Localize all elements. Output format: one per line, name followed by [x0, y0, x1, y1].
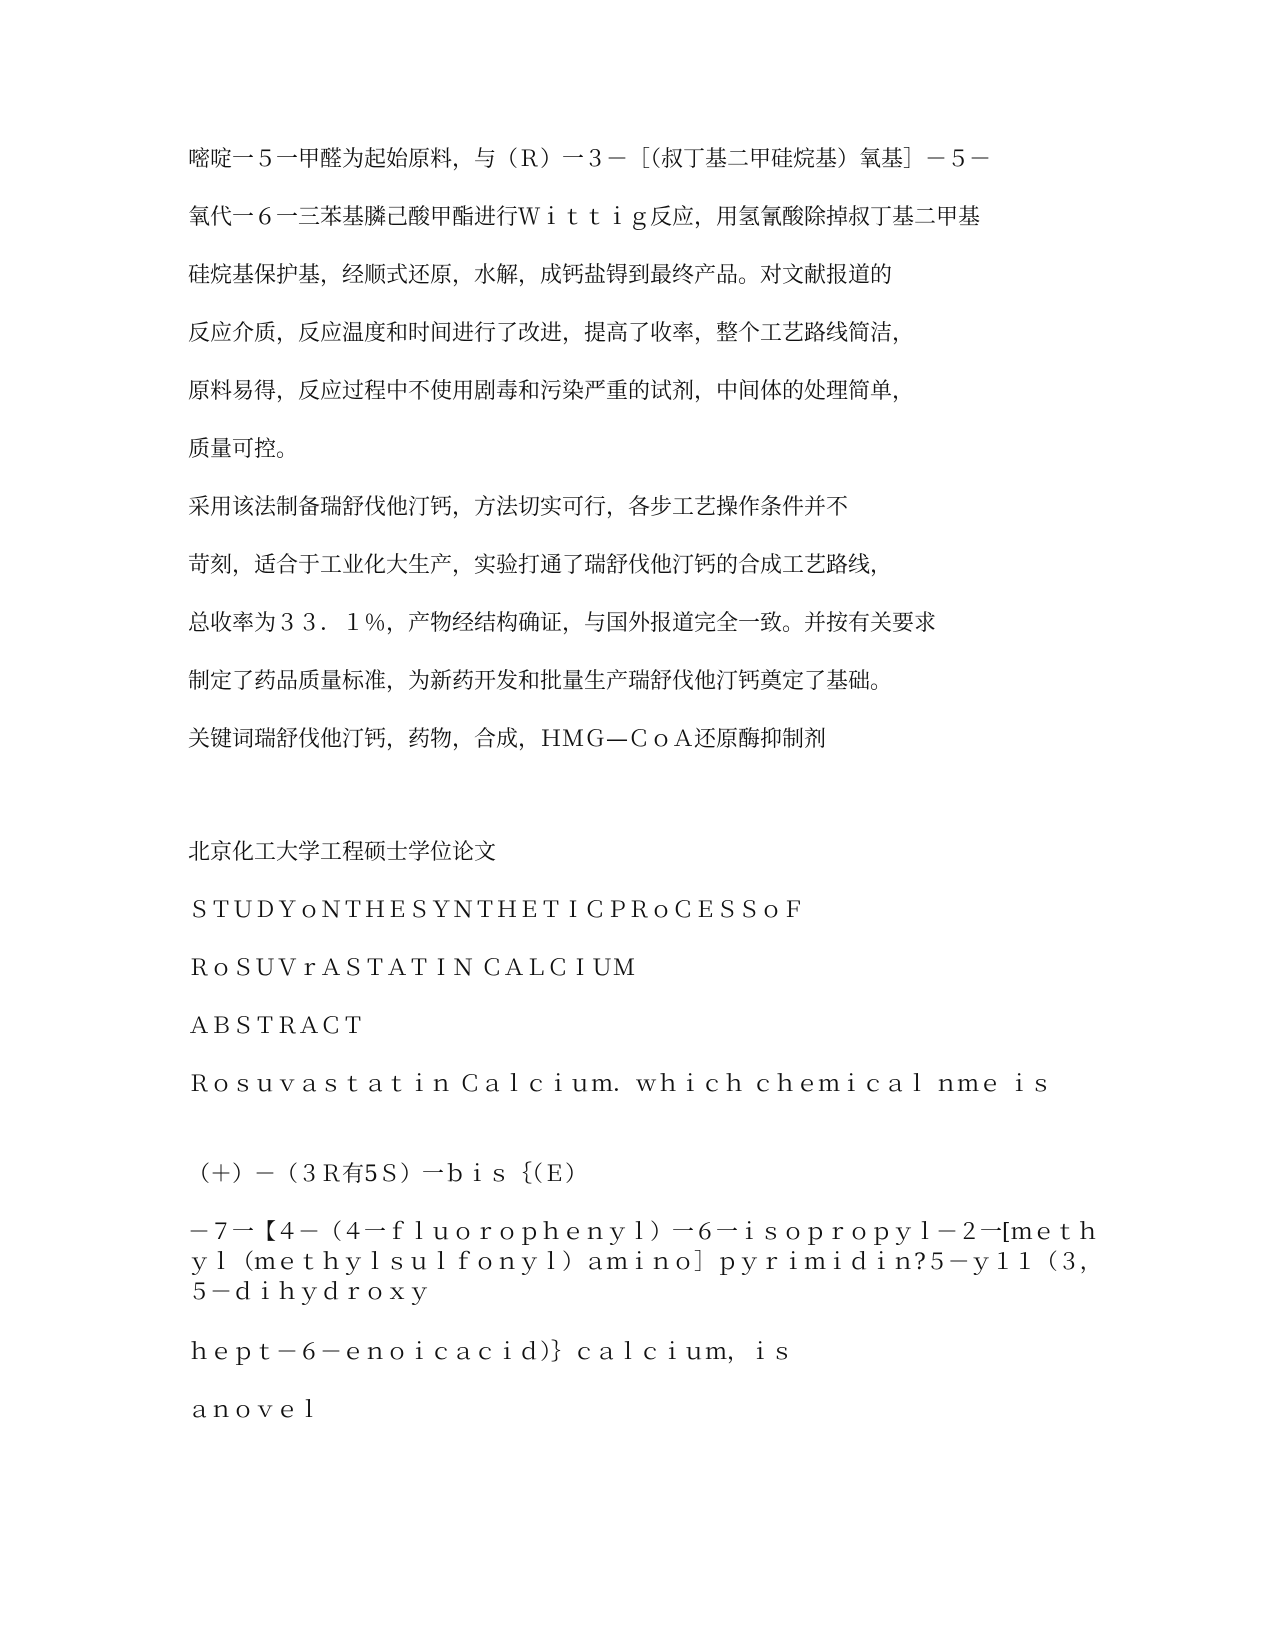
body-text-line: 反应介质，反应温度和时间进行了改进，提高了收率，整个工艺路线简洁，: [188, 321, 915, 346]
english-title-line: ＲｏＳＵＶｒＡＳＴＡＴＩＮ ＣＡＬＣＩＵＭ: [188, 956, 635, 981]
body-text-line: 采用该法制备瑞舒伐他汀钙，方法切实可行，各步工艺操作条件并不: [188, 495, 849, 520]
body-text-line: 嘧啶一５一甲醛为起始原料，与（Ｒ）一３－［（叔丁基二甲硅烷基）氧基］－５－: [188, 147, 992, 172]
body-text-line: 总收率为３３．１％，产物经结构确证，与国外报道完全一致。并按有关要求: [188, 611, 937, 636]
body-text-line: 氧代一６一三苯基膦己酸甲酯进行Ｗｉｔｔｉｇ反应，用氢氰酸除掉叔丁基二甲基: [188, 205, 981, 230]
thesis-header: 北京化工大学工程硕士学位论文: [188, 840, 497, 865]
abstract-heading: ＡＢＳＴＲＡＣＴ: [188, 1014, 365, 1039]
keywords-line: 关键词瑞舒伐他汀钙，药物，合成，ＨＭＧ—ＣｏＡ还原酶抑制剂: [188, 727, 827, 752]
body-text-line: 质量可控。: [188, 437, 299, 462]
abstract-text-line: Ｒｏｓｕｖａｓｔａｔｉｎ Ｃａｌｃｉｕｍ．ｗｈｉｃｈ ｃｈｅｍｉｃａｌ ｎｍｅ ｉｓ: [188, 1072, 1052, 1097]
abstract-text-line: ａｎｏｖｅｌ: [188, 1398, 321, 1423]
abstract-text-line: （＋）－（３Ｒ有5Ｓ）一ｂｉｓ｛（Ｅ）: [188, 1162, 587, 1187]
body-text-line: 制定了药品质量标准，为新药开发和批量生产瑞舒伐他汀钙奠定了基础。: [188, 669, 893, 694]
english-title-line: ＳＴＵＤＹｏＮＴＨＥＳＹＮＴＨＥＴＩＣＰＲｏＣＥＳＳｏＦ: [188, 898, 805, 923]
body-text-line: 苛刻，适合于工业化大生产，实验打通了瑞舒伐他汀钙的合成工艺路线，: [188, 553, 893, 578]
abstract-text-line: －７一【４－（４一ｆｌｕｏｒｏｐｈｅｎｙｌ）一６一ｉｓｏｐｒｏｐｙｌ－２一[ｍｅｔｈｙｌ（ｍｅｔｈｙｌｓｕｌｆｏｎｙｌ）ａｍｉｎｏ］ｐｙｒｉｍｉｄｉｎ?５－ｙ１１（３，５－ｄｉｈｙｄｒｏｘｙ: [188, 1220, 1102, 1305]
body-text-line: 原料易得，反应过程中不使用剧毒和污染严重的试剂，中间体的处理简单，: [188, 379, 915, 404]
abstract-text-line: ｈｅｐｔ－６－ｅｎｏｉｃａｃｉｄ）｝ｃａｌｃｉｕｍ，ｉｓ: [188, 1340, 794, 1365]
body-text-line: 硅烷基保护基，经顺式还原，水解，成钙盐锝到最终产品。对文献报道的: [188, 263, 893, 288]
